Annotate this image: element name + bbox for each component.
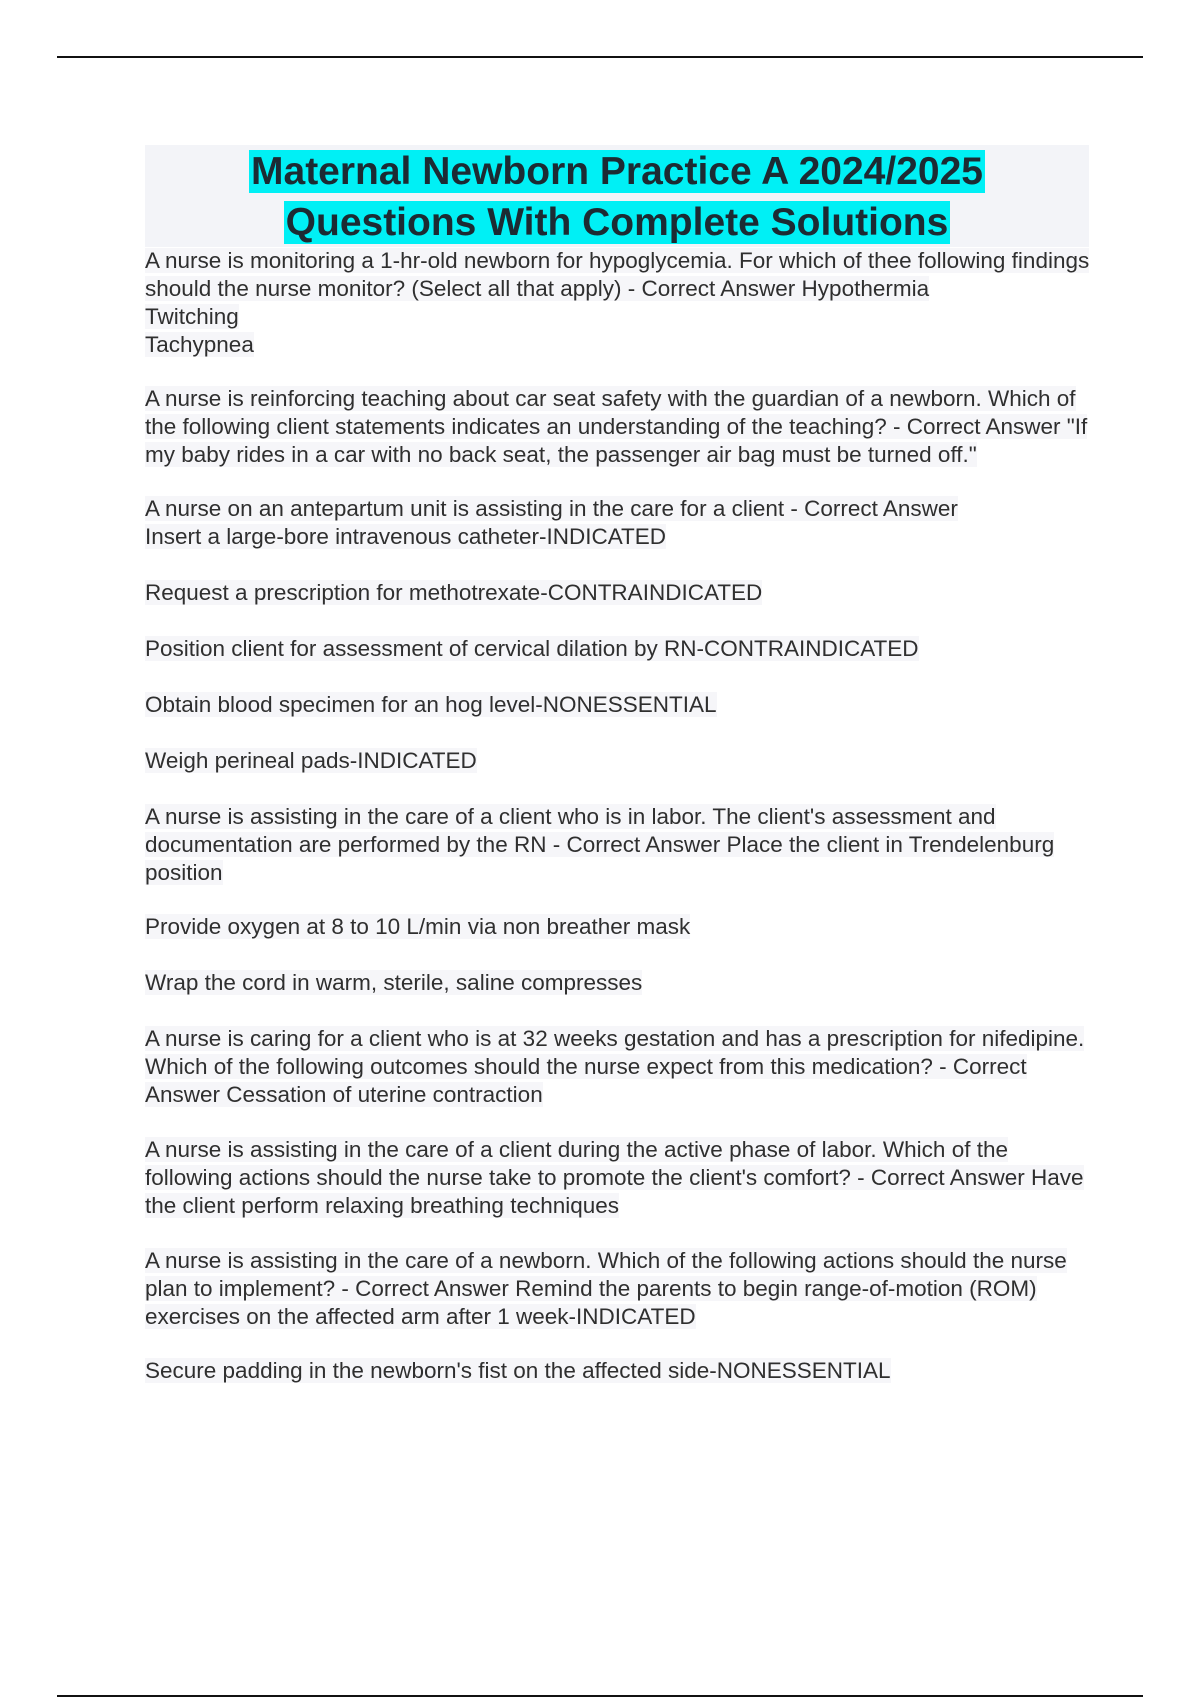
qa-paragraph (145, 385, 1090, 469)
qa-paragraph (145, 1136, 1090, 1220)
qa-paragraph (145, 579, 1090, 607)
top-rule (57, 56, 1143, 58)
paragraph-text: A nurse is assisting in the care of a client who is in labor. The client's assessment and documentation are performed by the RN - Correct Answer Place the client in Trendelenburg position (145, 804, 1055, 885)
paragraph-text: Weigh perineal pads-INDICATED (145, 748, 477, 773)
qa-paragraph (145, 635, 1090, 663)
qa-paragraph (145, 1025, 1090, 1109)
paragraph-text: A nurse is monitoring a 1-hr-old newborn for hypoglycemia. For which of thee following findings should the nurse monitor? (Select all that apply) - Correct Answer Hypothermia Twitching Tachypnea (145, 248, 1090, 357)
paragraph-text: Position client for assessment of cervical dilation by RN-CONTRAINDICATED (145, 636, 919, 661)
paragraph-text: A nurse is caring for a client who is at 32 weeks gestation and has a prescription for nifedipine. Which of the following outcomes should the nurse expect from this medication? - Correct Answer Cessation of uterine contraction (145, 1026, 1085, 1107)
document-title (145, 146, 1089, 248)
title-line-2: Questions With Complete Solutions (285, 201, 949, 244)
paragraph-text: Obtain blood specimen for an hog level-NONESSENTIAL (145, 692, 717, 717)
title-line-1: Maternal Newborn Practice A 2024/2025 (251, 150, 983, 193)
qa-paragraph (145, 495, 1090, 551)
paragraph-text: A nurse is assisting in the care of a client during the active phase of labor. Which of the following actions should the nurse take to promote the client's comfort? - Correct Answer Have the client perform relaxing breathing techniques (145, 1137, 1084, 1218)
paragraph-text: A nurse is reinforcing teaching about car seat safety with the guardian of a newborn. Which of the following client statements indicates an understanding of the teaching? - Correct Answer "If my baby rides in a car with no back seat, the passenger air bag must be turned off." (145, 386, 1088, 467)
qa-paragraph (145, 1357, 1090, 1385)
qa-paragraph (145, 247, 1090, 359)
qa-paragraph (145, 803, 1090, 887)
paragraph-text: Provide oxygen at 8 to 10 L/min via non breather mask (145, 914, 691, 939)
qa-paragraph (145, 691, 1090, 719)
qa-paragraph (145, 969, 1090, 997)
paragraph-text: Wrap the cord in warm, sterile, saline compresses (145, 970, 643, 995)
paragraph-text: A nurse on an antepartum unit is assisting in the care for a client - Correct Answer Insert a large-bore intravenous catheter-INDICATED (145, 496, 958, 549)
paragraph-text: A nurse is assisting in the care of a newborn. Which of the following actions should the nurse plan to implement? - Correct Answer Remind the parents to begin range-of-motion (ROM) exercises on the affected arm after 1 week-INDICATED (145, 1248, 1067, 1329)
qa-paragraph (145, 1247, 1090, 1331)
qa-paragraph (145, 913, 1090, 941)
document-body (145, 247, 1090, 1385)
bottom-rule (57, 1695, 1143, 1697)
paragraph-text: Request a prescription for methotrexate-CONTRAINDICATED (145, 580, 763, 605)
paragraph-text: Secure padding in the newborn's fist on the affected side-NONESSENTIAL (145, 1358, 891, 1383)
qa-paragraph (145, 747, 1090, 775)
